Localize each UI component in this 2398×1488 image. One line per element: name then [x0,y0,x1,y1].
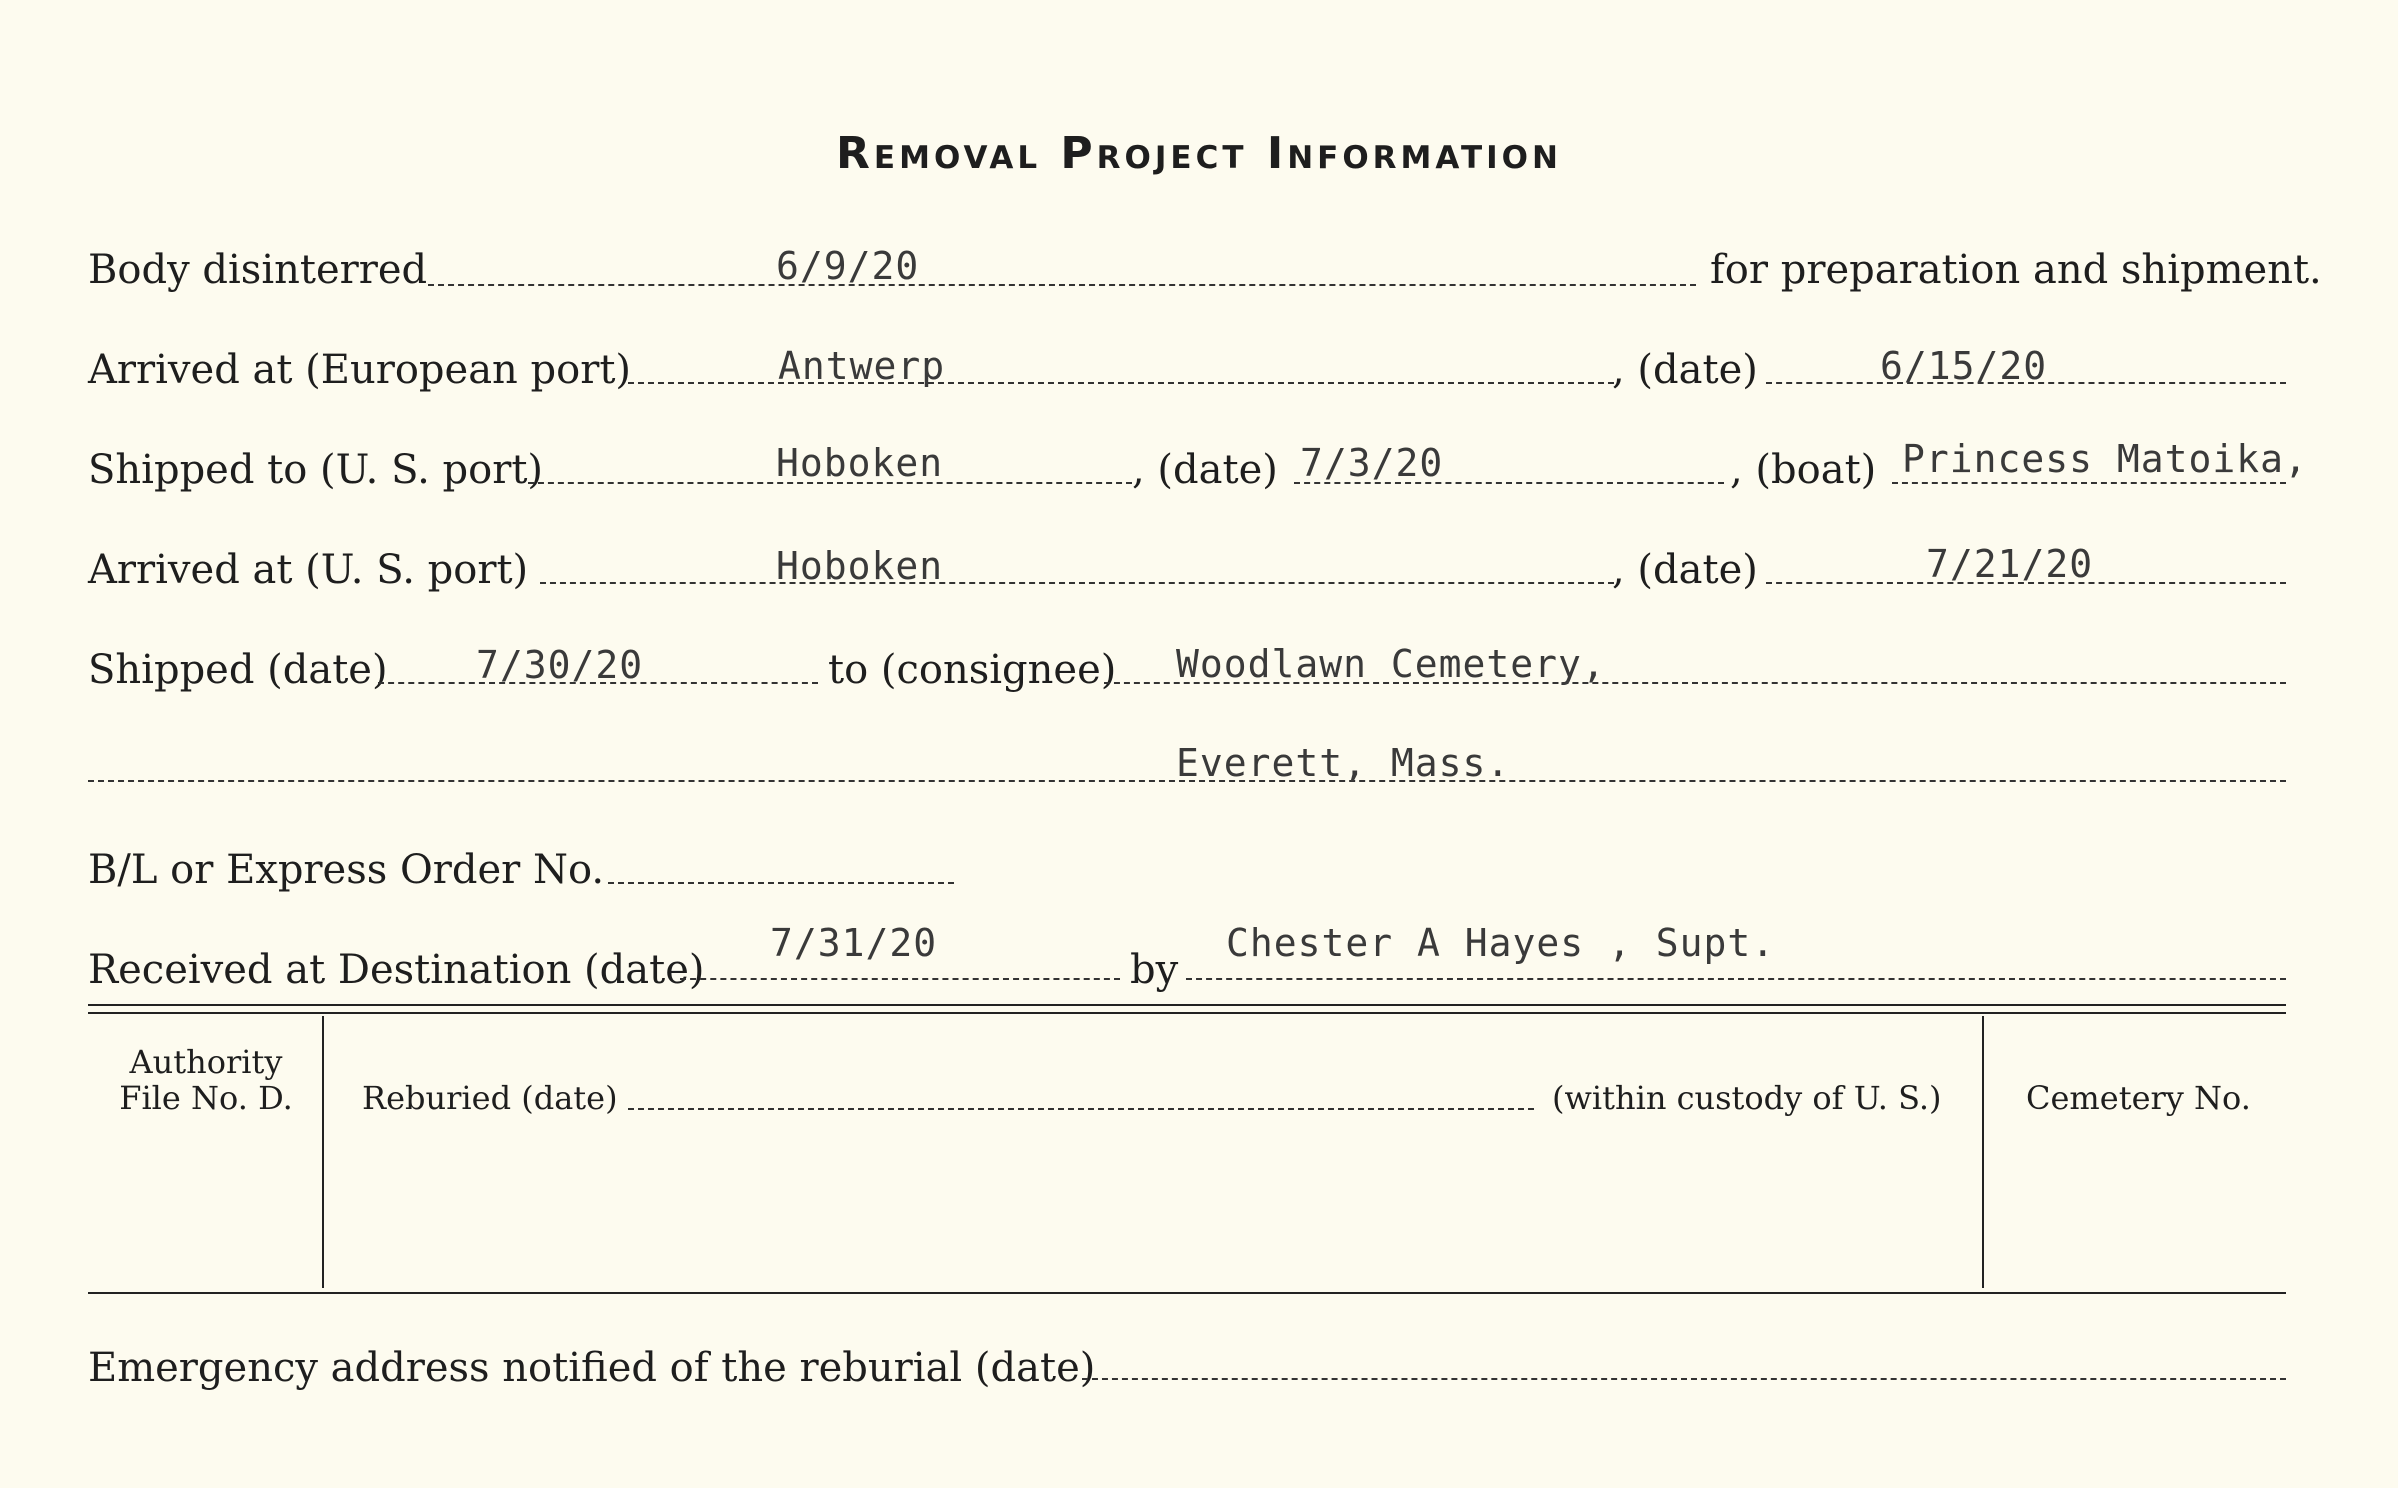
received-by-label: by [1130,947,1179,993]
consignee-address: Everett, Mass. [1176,741,1511,785]
bl-line [608,882,954,884]
arrived-europe-value: Antwerp [778,344,946,388]
disinterred-suffix: for preparation and shipment. [1710,247,2322,293]
shipped-us-boat-value: Princess Matoika, [1902,437,2308,481]
arrived-europe-label: Arrived at (European port) [88,347,632,393]
disinterred-value: 6/9/20 [776,244,920,288]
cemetery-no-label: Cemetery No. [2026,1079,2251,1117]
consignee-label: to (consignee) [828,647,1117,693]
reburied-label: Reburied (date) [362,1079,618,1117]
arrived-us-line [540,582,1614,584]
reburied-line [628,1108,1534,1110]
table-divider-right [1982,1016,1984,1288]
table-bottom-rule [88,1292,2286,1294]
arrived-europe-date-label: , (date) [1612,347,1758,393]
shipped-us-label: Shipped to (U. S. port) [88,447,543,493]
disinterred-line [428,284,1696,286]
double-rule-bottom [88,1012,2286,1014]
arrived-europe-line [628,382,1614,384]
arrived-us-date-value: 7/21/20 [1926,542,2094,586]
double-rule-top [88,1004,2286,1006]
custody-label: (within custody of U. S.) [1552,1079,1942,1117]
emergency-line [1082,1378,2286,1380]
table-divider-left [322,1016,324,1288]
consignee-value: Woodlawn Cemetery, [1176,642,1606,686]
received-label: Received at Destination (date) [88,947,705,993]
page-title: Removal Project Information [836,128,1562,179]
disinterred-label: Body disinterred [88,247,428,293]
received-line [680,978,1120,980]
received-by-value: Chester A Hayes , Supt. [1226,921,1776,965]
shipped-us-boat-label: , (boat) [1730,447,1877,493]
file-no-label: File No. D. [119,1079,293,1117]
bl-label: B/L or Express Order No. [88,847,605,893]
arrived-europe-date-value: 6/15/20 [1880,344,2048,388]
received-value: 7/31/20 [770,921,938,965]
received-by-line [1186,978,2286,980]
shipped-us-date-label: , (date) [1132,447,1278,493]
shipped-us-date-value: 7/3/20 [1300,441,1444,485]
arrived-us-date-label: , (date) [1612,547,1758,593]
shipped-label: Shipped (date) [88,647,388,693]
shipped-value: 7/30/20 [476,643,644,687]
shipped-us-value: Hoboken [776,441,944,485]
emergency-label: Emergency address notified of the reburial (date) [88,1345,1096,1391]
arrived-us-value: Hoboken [776,544,944,588]
arrived-us-label: Arrived at (U. S. port) [88,547,529,593]
shipped-us-boat-line [1892,482,2286,484]
authority-label: Authority [129,1043,283,1081]
